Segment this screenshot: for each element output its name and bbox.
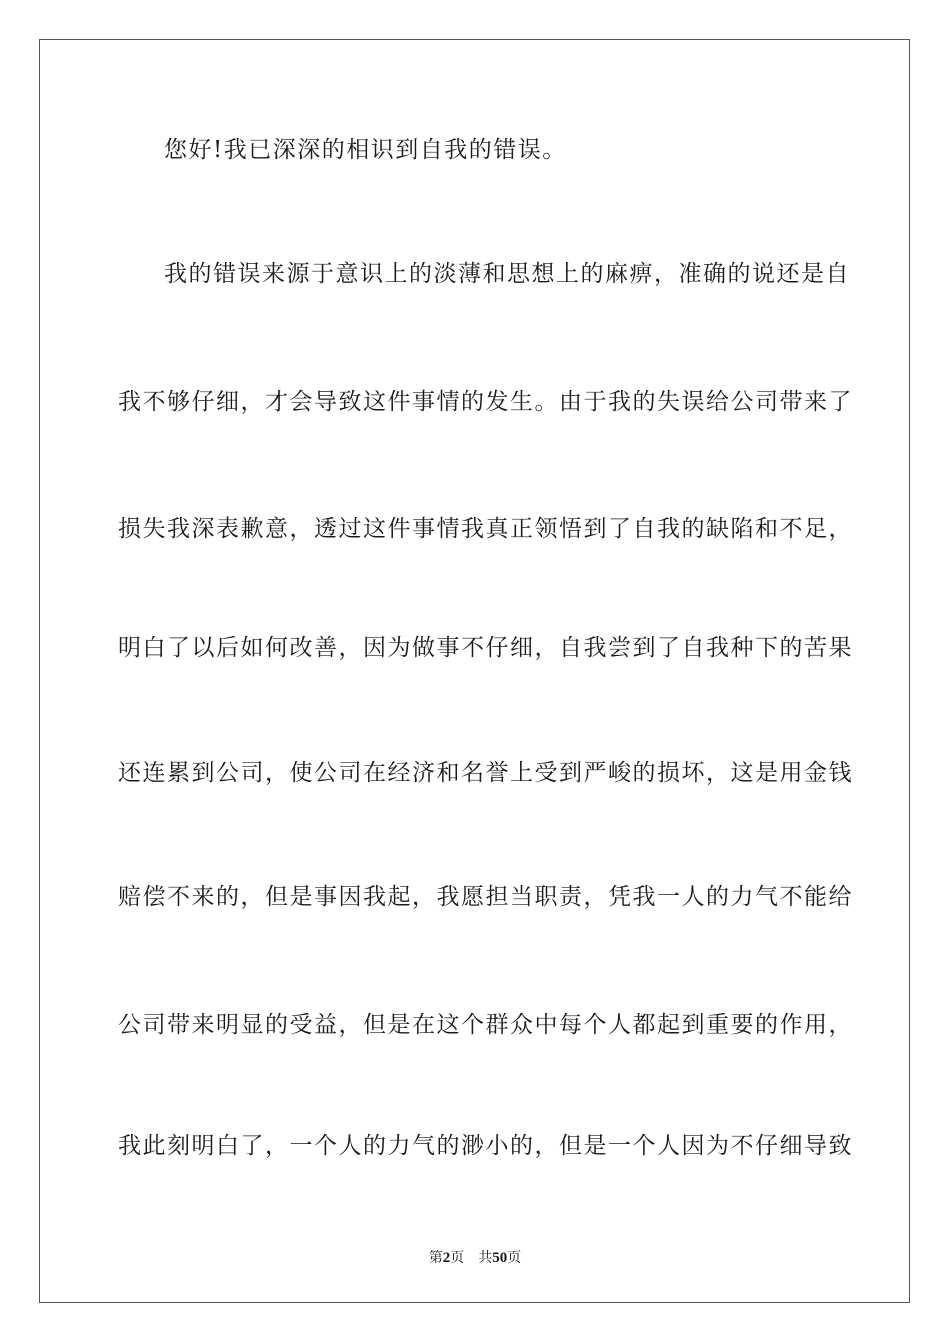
paragraph-line-2: 我的错误来源于意识上的淡薄和思想上的麻痹，准确的说还是自 (164, 261, 850, 287)
paragraph-line-4: 损失我深表歉意，透过这件事情我真正领悟到了自我的缺陷和不足， (118, 516, 853, 542)
paragraph-line-3: 我不够仔细，才会导致这件事情的发生。由于我的失误给公司带来了 (118, 389, 853, 415)
total-suffix: 页 (507, 1250, 522, 1266)
paragraph-line-7: 赔偿不来的，但是事因我起，我愿担当职责，凭我一人的力气不能给 (118, 884, 853, 910)
paragraph-line-6: 还连累到公司，使公司在经济和名誉上受到严峻的损坏，这是用金钱 (118, 760, 853, 786)
page-prefix: 第 (428, 1250, 443, 1266)
paragraph-line-1: 您好!我已深深的相识到自我的错误。 (164, 137, 567, 163)
total-prefix: 共 (478, 1250, 493, 1266)
page-suffix: 页 (450, 1250, 465, 1266)
page-footer (0, 1248, 950, 1268)
paragraph-line-5: 明白了以后如何改善，因为做事不仔细，自我尝到了自我种下的苦果 (118, 635, 853, 661)
total-pages: 50 (492, 1250, 508, 1266)
page-number: 2 (442, 1250, 451, 1266)
page-border (39, 39, 910, 1303)
paragraph-line-8: 公司带来明显的受益，但是在这个群众中每个人都起到重要的作用， (118, 1012, 853, 1038)
paragraph-line-9: 我此刻明白了，一个人的力气的渺小的，但是一个人因为不仔细导致 (118, 1133, 853, 1159)
